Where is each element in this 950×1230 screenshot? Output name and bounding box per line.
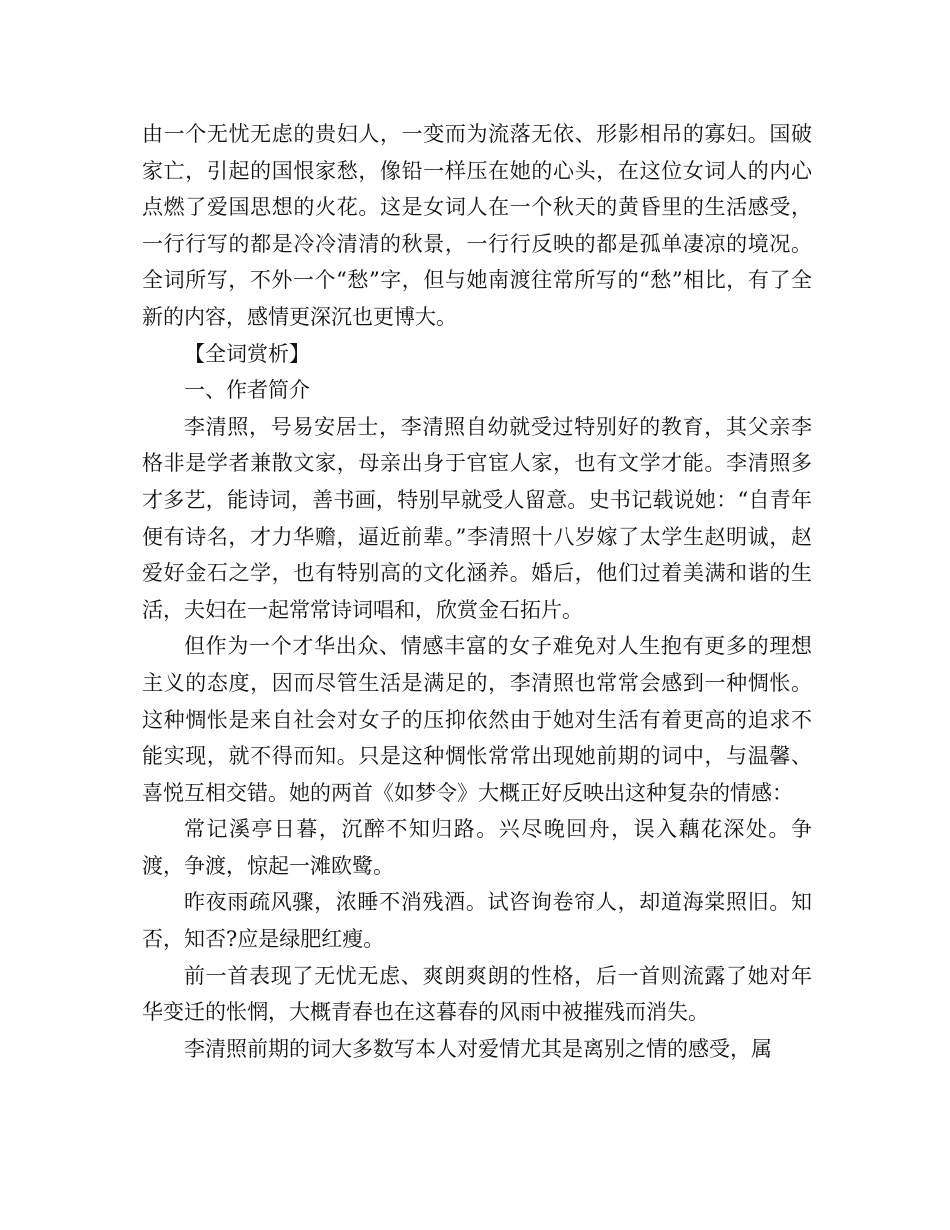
poem-rumengling-2: 昨夜雨疏风骤，浓睡不消残酒。试咨询卷帘人，却道海棠照旧。知否，知否?应是绿肥红瘦。 — [142, 890, 812, 952]
paragraph-intro: 由一个无忧无虑的贵妇人，一变而为流落无依、形影相吊的寡妇。国破家亡，引起的国恨家愁，像铅一样压在她的心头，在这位女词人的内心点燃了爱国思想的火花。这是女词人在一个秋天的黄昏里的生活感受，一行行写的都是冷冷清清的秋景，一行行反映的都是孤单凄凉的境况。全词所写，不外一个“愁”字，但与她南渡往常所写的“愁”相比，有了全新的内容，感情更深沉也更博大。 — [142, 122, 812, 329]
paragraph-poem-analysis: 前一首表现了无忧无虑、爽朗爽朗的性格，后一首则流露了她对年华变迁的怅惘，大概青春也在这暮春的风雨中被摧残而消失。 — [142, 963, 812, 1025]
document-body — [142, 116, 812, 1067]
paragraph-early-works: 李清照前期的词大多数写本人对爱情尤其是离别之情的感受，属 — [184, 1036, 772, 1061]
paragraph-author-bio: 李清照，号易安居士，李清照自幼就受过特别好的教育，其父亲李格非是学者兼散文家，母亲出身于官宦人家，也有文学才能。李清照多才多艺，能诗词，善书画，特别早就受人留意。史书记载说她：“自青年便有诗名，才力华赡，逼近前辈。”李清照十八岁嫁了太学生赵明诚，赵爱好金石之学，也有特别高的文化涵养。婚后，他们过着美满和谐的生活，夫妇在一起常常诗词唱和，欣赏金石拓片。 — [142, 414, 812, 622]
subheading-author-intro: 一、作者简介 — [184, 378, 310, 403]
section-heading-appreciation: 【全词赏析】 — [184, 341, 310, 366]
paragraph-melancholy: 但作为一个才华出众、情感丰富的女子难免对人生抱有更多的理想主义的态度，因而尽管生活是满足的，李清照也常常会感到一种惆怅。这种惆怅是来自社会对女子的压抑依然由于她对生活有着更高的追求不能实现，就不得而知。只是这种惆怅常常出现她前期的词中，与温馨、喜悦互相交错。她的两首《如梦令》大概正好反映出这种复杂的情感： — [142, 634, 812, 805]
poem-rumengling-1: 常记溪亭日暮，沉醉不知归路。兴尽晚回舟，误入藕花深处。争渡，争渡，惊起一滩欧鹭。 — [142, 817, 812, 878]
